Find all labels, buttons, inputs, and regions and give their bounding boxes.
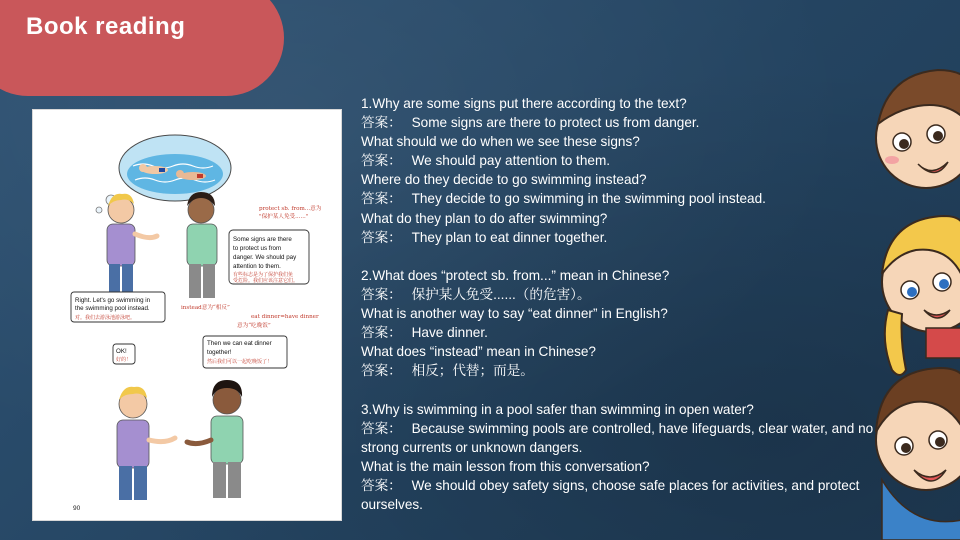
answer-3 (361, 189, 901, 208)
note-dinner: eat dinner=have dinner (251, 314, 319, 320)
page-number: 90 (73, 505, 81, 512)
answer-7 (361, 361, 901, 380)
note-protect: protect sb. from...意为 (259, 206, 322, 212)
answer-9 (361, 476, 901, 514)
answer-label: 答案： (361, 325, 402, 341)
answer-label: 答案： (361, 153, 402, 169)
answer-text: We should pay attention to them. (411, 153, 611, 169)
speech-bubble-dinner (203, 336, 287, 368)
question-6: What is another way to say “eat dinner” in English? (361, 306, 668, 322)
bubble-signs-cn-line2: 受危险。我们应该注意它们。 (233, 278, 299, 284)
bubble-dinner-line2: together! (207, 349, 232, 356)
child-face-icon (876, 70, 960, 188)
bubble-signs-line3: danger. We should pay (233, 254, 297, 261)
section-gap (361, 380, 901, 399)
answer-6 (361, 323, 901, 342)
note-protect-cn: "保护某人免受......" (259, 214, 309, 220)
question-3: Where do they decide to go swimming instead? (361, 172, 647, 188)
answer-4 (361, 228, 901, 247)
boy-blond-illustration (107, 194, 157, 294)
boy-blond-lower-illustration (117, 387, 175, 500)
question-1: 1.Why are some signs put there according to the text? (361, 96, 687, 111)
question-9: What is the main lesson from this conversation? (361, 458, 650, 474)
answer-text: Have dinner. (411, 325, 488, 341)
bubble-signs-line1: Some signs are there (233, 236, 292, 243)
qa-text-block (361, 94, 901, 514)
question-2: What should we do when we see these signs? (361, 134, 640, 150)
bubble-signs-line2: to protect us from (233, 245, 282, 252)
bubble-dinner-line1: Then we can eat dinner (207, 340, 272, 347)
section-gap (361, 247, 901, 266)
boy-curly-lower-illustration (187, 380, 243, 498)
answer-text: 相反；代替；而是。 (411, 363, 534, 379)
bubble-pool-cn: 对。我们去游泳池游泳吧。 (75, 315, 136, 321)
bubble-ok-text: OK! (116, 348, 127, 355)
title-banner (0, 0, 284, 96)
answer-2 (361, 151, 901, 170)
question-5: 2.What does “protect sb. from...” mean in Chinese? (361, 267, 670, 283)
answer-text: They plan to eat dinner together. (411, 229, 608, 245)
answer-5 (361, 285, 901, 304)
bubble-ok-cn: 好的！ (116, 357, 132, 363)
answer-label: 答案： (361, 191, 402, 207)
speech-bubble-signs (229, 230, 309, 284)
answer-label: 答案： (361, 115, 402, 131)
question-4: What do they plan to do after swimming? (361, 210, 608, 226)
textbook-page-image (33, 110, 341, 520)
child-face-icon (882, 216, 960, 375)
answer-label: 答案： (361, 477, 402, 493)
bubble-signs-cn-line1: 有些标志是为了保护我们免 (233, 272, 294, 278)
speech-bubble-ok (113, 344, 135, 364)
answer-label: 答案： (361, 229, 402, 245)
answer-label: 答案： (361, 420, 402, 436)
answer-text: Some signs are there to protect us from danger. (411, 115, 700, 131)
question-7: What does “instead” mean in Chinese? (361, 344, 596, 360)
answer-1 (361, 113, 901, 132)
bubble-pool-line2: the swimming pool instead. (75, 305, 150, 312)
speech-bubble-pool (71, 292, 165, 322)
child-face-icon (876, 368, 960, 540)
slide-title: Book reading (26, 13, 186, 40)
answer-text: Because swimming pools are controlled, have lifeguards, clear water, and no strong currents or unknown dangers. (361, 420, 874, 455)
bubble-pool-line1: Right. Let's go swimming in (75, 297, 151, 304)
boy-curly-illustration (187, 192, 217, 298)
bubble-signs-line4: attention to them. (233, 263, 281, 270)
answer-label: 答案： (361, 286, 402, 302)
answer-text: They decide to go swimming in the swimming pool instead. (411, 191, 766, 207)
note-dinner-cn: 意为“吃晚饭” (237, 323, 271, 329)
answer-text: We should obey safety signs, choose safe places for activities, and protect ourselves. (361, 477, 860, 512)
bubble-dinner-cn: 然后我们可以一起吃晚饭了！ (207, 359, 273, 365)
note-instead: instead意为“相反” (181, 305, 230, 311)
answer-text: 保护某人免受......（的危害）。 (411, 286, 591, 302)
question-8: 3.Why is swimming in a pool safer than swimming in open water? (361, 401, 754, 417)
cartoon-children-decoration (862, 60, 960, 540)
answer-label: 答案： (361, 363, 402, 379)
answer-8 (361, 419, 901, 457)
